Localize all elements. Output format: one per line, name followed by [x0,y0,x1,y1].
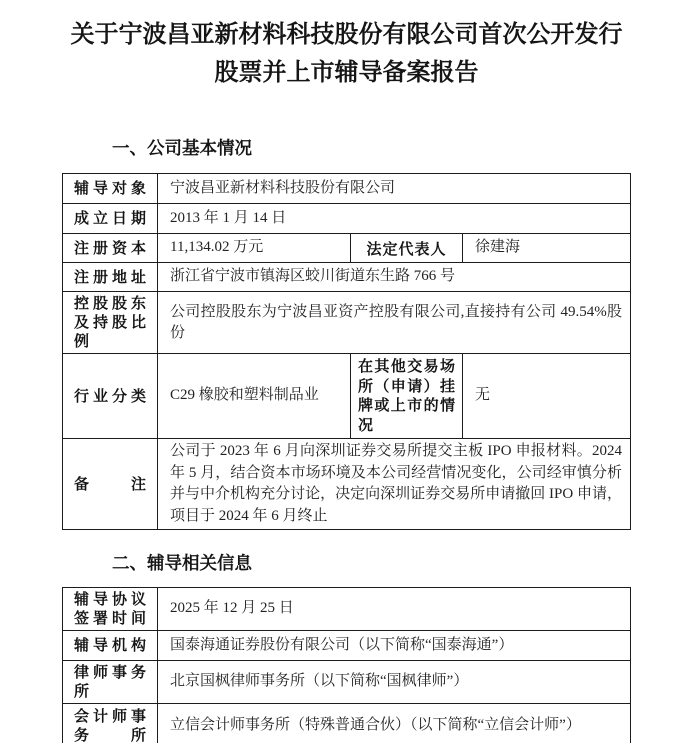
row-label-guidance-institution: 辅导机构 [63,631,158,661]
section-heading-guidance-info: 二、辅导相关信息 [112,553,252,573]
row-label-remarks: 备注 [63,439,158,530]
row-label-legal-representative: 法定代表人 [351,234,463,263]
row-value-law-firm: 北京国枫律师事务所（以下简称“国枫律师”） [158,661,631,704]
table-row [63,439,631,530]
row-label-controlling-shareholder: 控股股东及持股比例 [63,292,158,354]
row-value-remarks: 公司于 2023 年 6 月向深圳证券交易所提交主板 IPO 申报材料。2024 年 5 月，结合资本市场环境及本公司经营情况变化，公司经审慎分析并与中介机构充分讨论，决定向深圳证券交易所申请撤回 IPO 申请，项目于 2024 年 6 月终止 [158,439,631,530]
table-row [63,204,631,234]
table-row [63,631,631,661]
row-value-guidance-target: 宁波昌亚新材料科技股份有限公司 [158,174,631,204]
document-title: 关于宁波昌亚新材料科技股份有限公司首次公开发行股票并上市辅导备案报告 [70,21,623,86]
row-value-guidance-institution: 国泰海通证券股份有限公司（以下简称“国泰海通”） [158,631,631,661]
table-row [63,354,631,439]
row-value-establishment-date: 2013 年 1 月 14 日 [158,204,631,234]
row-label-guidance-target: 辅导对象 [63,174,158,204]
row-value-other-market-listing: 无 [463,354,631,439]
row-value-controlling-shareholder: 公司控股股东为宁波昌亚资产控股有限公司,直接持有公司 49.54%股份 [158,292,631,354]
table-row [63,263,631,292]
guidance-info-table [62,587,631,743]
row-label-registered-address: 注册地址 [63,263,158,292]
table-row [63,174,631,204]
row-label-accounting-firm: 会计师事务所 [63,704,158,743]
row-label-registered-capital: 注册资本 [63,234,158,263]
row-label-law-firm: 律师事务所 [63,661,158,704]
row-value-registered-address: 浙江省宁波市镇海区蛟川街道东生路 766 号 [158,263,631,292]
row-label-industry-classification: 行业分类 [63,354,158,439]
table-row [63,704,631,743]
row-value-industry-classification: C29 橡胶和塑料制品业 [158,354,351,439]
row-value-registered-capital: 11,134.02 万元 [158,234,351,263]
row-label-other-market-listing: 在其他交易场所（申请）挂牌或上市的情况 [351,354,463,439]
row-value-agreement-signing-date: 2025 年 12 月 25 日 [158,588,631,631]
table-row [63,292,631,354]
table-row [63,588,631,631]
row-label-agreement-signing-date: 辅导协议签署时间 [63,588,158,631]
row-value-accounting-firm: 立信会计师事务所（特殊普通合伙）（以下简称“立信会计师”） [158,704,631,743]
company-info-table [62,173,631,530]
section-heading-company-basics: 一、公司基本情况 [112,138,252,158]
table-row [63,661,631,704]
row-value-legal-representative: 徐建海 [463,234,631,263]
row-label-establishment-date: 成立日期 [63,204,158,234]
table-row [63,234,631,263]
